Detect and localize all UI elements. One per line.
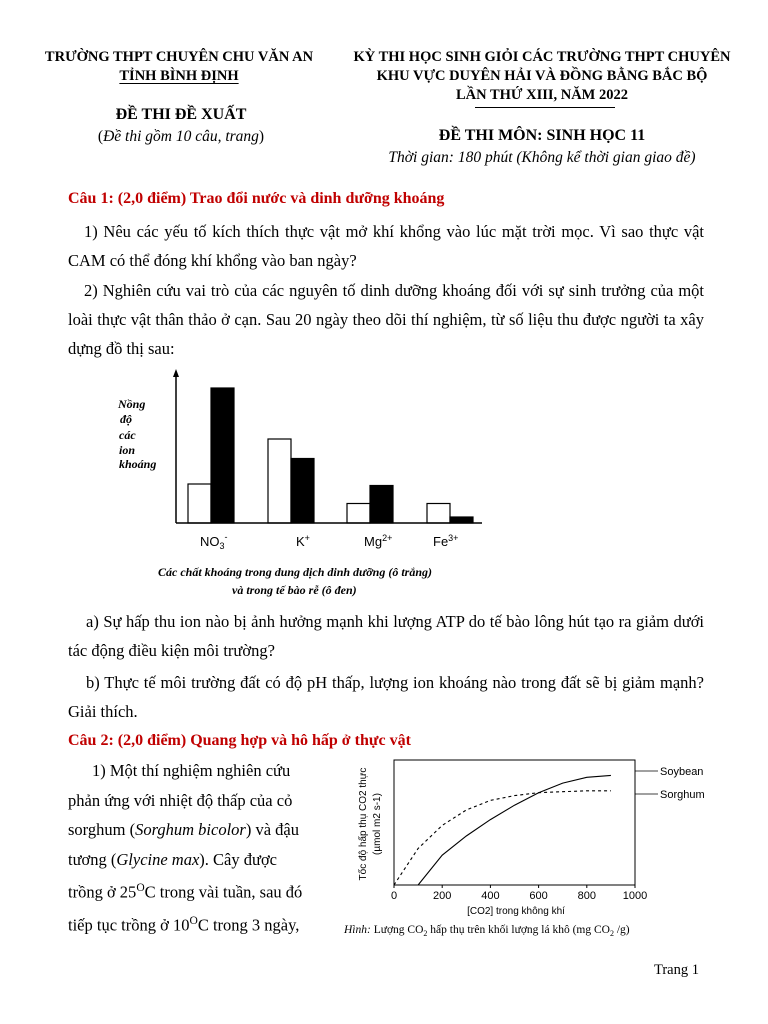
ylabel-line-1: Nồng [118, 397, 146, 411]
chart-caption-line-2: và trong tế bào rễ (ô đen) [232, 583, 357, 597]
exam-line-2: KHU VỰC DUYÊN HẢI VÀ ĐỒNG BẰNG BẮC BỘ [376, 68, 708, 84]
q2-line-6: tiếp tục trồng ở $10^OC$ trong 3 ngày, [68, 915, 300, 935]
q2-line-4: tương (Glycine max). Cây được [68, 849, 277, 869]
proposal-note [20, 126, 342, 148]
ylabel-line-5: khoáng [119, 457, 157, 471]
y-axis-label-line-1: Tốc độ hấp thụ CO2 thực [358, 767, 369, 881]
bar-root-cell-3 [370, 486, 393, 524]
exam-header [330, 48, 754, 105]
co2-uptake-chart [340, 752, 750, 942]
exam-line-1: KỲ THI HỌC SINH GIỎI CÁC TRƯỜNG THPT CHUYÊN [353, 49, 731, 65]
note-close: ) [258, 128, 265, 145]
y-axis-label [117, 397, 156, 471]
mineral-bar-chart [110, 365, 510, 605]
proposal-title: ĐỀ THI ĐỀ XUẤT [115, 106, 247, 123]
q2-line-5: trồng ở $25^OC$ trong vài tuần, sau đó [68, 882, 303, 902]
question-1-part-b: b) Thực tế môi trường đất có độ pH thấp, lượng ion khoáng nào trong đất sẽ bị giảm mạnh? Giải thích. [68, 673, 704, 721]
category-label-fe: $Fe^{3+}$ [433, 533, 459, 549]
soybean-line [418, 775, 611, 885]
bar-solution-1 [188, 484, 211, 523]
category-label-mg: $Mg^{2+}$ [364, 533, 393, 549]
bar-root-cell-1 [211, 388, 234, 523]
sorghum-line [394, 791, 611, 885]
category-labels [200, 532, 458, 551]
category-label-k: K+ [296, 533, 310, 549]
subject-block [330, 125, 754, 169]
question-2-text [68, 756, 338, 940]
ylabel-line-3: các [119, 428, 136, 442]
question-1-part-2: 2) Nghiên cứu vai trò của các nguyên tố dinh dưỡng khoáng đối với sự sinh trưởng của một loài thực vật thân thảo ở cạn. Sau 20 ngày theo dõi thí nghiệm, từ số liệu thu được người ta xây dựng đồ thị sau: [68, 281, 704, 358]
q2-line-3: sorghum (Sorghum bicolor) và đậu [68, 820, 299, 839]
question-1-part-1: 1) Nêu các yếu tố kích thích thực vật mở khí khổng vào lúc mặt trời mọc. Vì sao thực vật CAM có thể đóng khí khổng vào ban ngày? [68, 222, 704, 270]
x-tick-label-400: 400 [481, 890, 500, 902]
school-name: TRƯỜNG THPT CHUYÊN CHU VĂN AN [44, 49, 314, 65]
exam-line-3: LẦN THỨ XIII, NĂM 2022 [456, 87, 628, 103]
x-tick-labels [391, 885, 647, 902]
category-label-no3: $NO_3^-$ [200, 532, 228, 551]
time-paren: (Không kể thời gian giao đề) [512, 149, 696, 166]
note-open: ( [97, 128, 104, 145]
bar-solution-4 [427, 504, 450, 524]
bar-solution-3 [347, 504, 370, 524]
x-tick-label-1000: 1000 [622, 890, 648, 902]
x-tick-label-200: 200 [433, 890, 452, 902]
subject-title: ĐỀ THI MÔN: SINH HỌC 11 [438, 127, 646, 144]
plot-frame [394, 760, 635, 885]
soybean-label: Soybean [660, 766, 704, 778]
question-1-part-a: a) Sự hấp thu ion nào bị ảnh hưởng mạnh khi lượng ATP do tế bào lông hút tạo ra giảm dưới tác động điều kiện môi trường? [68, 612, 704, 660]
q2-line-1: 1) Một thí nghiệm nghiên cứu [92, 761, 291, 780]
page-number: Trang 1 [654, 962, 699, 978]
ylabel-line-4: ion [119, 443, 136, 457]
sorghum-label: Sorghum [660, 789, 705, 801]
proposal-block [20, 104, 342, 148]
q2-line-2: phản ứng với nhiệt độ thấp của cỏ [68, 790, 293, 810]
y-axis-arrow [173, 369, 179, 377]
school-header [18, 48, 340, 86]
chart-caption-line-1: Các chất khoáng trong dung dịch dinh dưỡng (ô trắng) [158, 565, 433, 579]
bar-root-cell-2 [291, 459, 314, 524]
bar-root-cell-4 [450, 517, 473, 523]
time-note [330, 147, 754, 169]
figure-caption: Hình: Lượng $CO_2$ hấp thụ trên khối lượng lá khô (mg $CO_2$ /g) [344, 924, 630, 938]
time-italic: Thời gian: 180 phút [388, 149, 513, 166]
x-tick-label-600: 600 [529, 890, 548, 902]
question-2-title: Câu 2: (2,0 điểm) Quang hợp và hô hấp ở thực vật [68, 732, 411, 749]
y-axis-label-line-2: (µmol m2 s-1) [372, 793, 383, 855]
x-axis-label: [CO2] trong không khí [467, 906, 565, 917]
bar-layer [188, 388, 473, 523]
header-rule [475, 107, 615, 108]
x-tick-label-0: 0 [390, 890, 398, 902]
note-italic: Đề thi gồm 10 câu, trang [103, 128, 259, 145]
ylabel-line-2: độ [120, 412, 132, 426]
province-name: TỈNH BÌNH ĐỊNH [119, 68, 239, 84]
x-tick-label-800: 800 [577, 890, 596, 902]
question-1-title: Câu 1: (2,0 điểm) Trao đổi nước và dinh dưỡng khoáng [68, 190, 445, 207]
bar-solution-2 [268, 439, 291, 523]
